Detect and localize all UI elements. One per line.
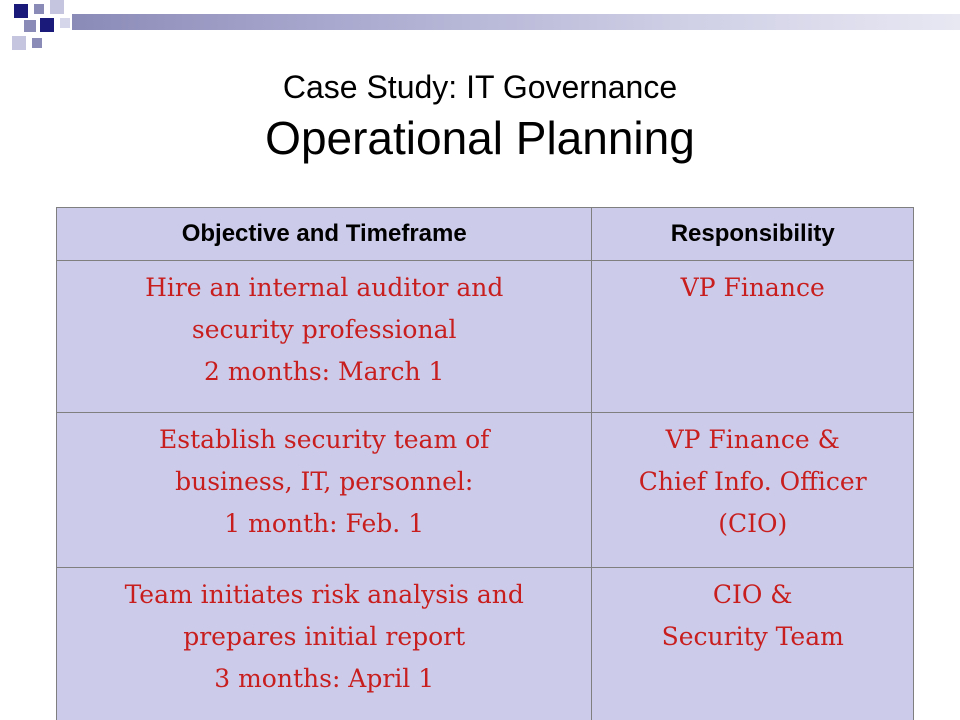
title-line-2: Operational Planning (265, 112, 695, 164)
objective-line: Establish security team of (159, 425, 490, 454)
responsibility-cell (592, 261, 914, 413)
objective-line: business, IT, personnel: (175, 467, 474, 496)
responsibility-line: Chief Info. Officer (638, 467, 867, 496)
planning-table (56, 207, 914, 720)
objective-line: prepares initial report (183, 622, 466, 651)
responsibility-line: CIO & (712, 580, 793, 609)
header-gradient-bar (72, 14, 960, 30)
title-line-1: Case Study: IT Governance (282, 69, 678, 105)
objective-line: Team initiates risk analysis and (124, 580, 524, 609)
objective-line: security professional (191, 315, 457, 344)
responsibility-line: Security Team (661, 622, 844, 651)
responsibility-line: (CIO) (718, 509, 788, 538)
responsibility-cell (592, 568, 914, 720)
responsibility-line: VP Finance (680, 273, 825, 302)
table-row (57, 413, 914, 568)
timeframe-line: 3 months: April 1 (214, 664, 435, 693)
table-row (57, 261, 914, 413)
table-row (57, 568, 914, 720)
responsibility-cell (592, 413, 914, 568)
header-responsibility: Responsibility (592, 208, 914, 261)
objective-cell (57, 568, 592, 720)
objective-cell (57, 261, 592, 413)
objective-cell (57, 413, 592, 568)
header-objective: Objective and Timeframe (57, 208, 592, 261)
timeframe-line: 2 months: March 1 (203, 357, 445, 386)
slide-title (0, 66, 960, 168)
responsibility-line: VP Finance & (665, 425, 840, 454)
timeframe-line: 1 month: Feb. 1 (224, 509, 425, 538)
objective-line: Hire an internal auditor and (145, 273, 504, 302)
table-header-row (57, 208, 914, 261)
